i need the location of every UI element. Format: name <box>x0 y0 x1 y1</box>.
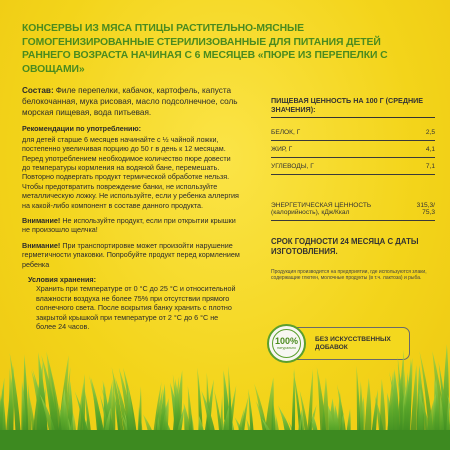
energy-label: ЭНЕРГЕТИЧЕСКАЯ ЦЕННОСТЬ (калорийность), кДж/Ккал <box>271 202 372 216</box>
no-additives-badge <box>272 327 410 360</box>
allergen-footnote: Продукция производится на предприятии, где используются злаки, содержащие глютен, молочные продукты (в т.ч. лактоза) и рыба. <box>271 269 427 282</box>
nutrition-row-fat <box>271 141 435 158</box>
storage-text: Хранить при температуре от 0 °С до 25 °С и относительной влажности воздуха не более 75% при отсутствии прямого солнечного света. После вскрытия банку хранить с плотно закрытой крышкой при температуре от 2 °С до 6 °С не более 24 часов. <box>36 284 236 332</box>
nutrition-row-energy <box>271 197 435 221</box>
warning-2-text: При транспортировке может произойти нарушение герметичности упаковки. Попробуйте продукт перед кормлением ребенка <box>22 240 240 269</box>
seal-number: 100% <box>274 336 299 346</box>
recommendations <box>22 124 240 210</box>
nutrition-title: ПИЩЕВАЯ ЦЕННОСТЬ НА 100 Г (СРЕДНИЕ ЗНАЧЕНИЯ): <box>271 96 435 118</box>
recommendations-text: для детей старше 6 месяцев начинайте с ½ чайной ложки, постепенно увеличивая порцию до 50 г в день к 12 месяцам. Перед употреблением необходимое количество пюре довести до температуры кормления на водяной бане, перемешать. Повторно подвергать продукт термической обработке нельзя. Чтобы предотвратить повреждение банки, не используйте металлическую ложку. Не используйте, если у ребенка аллергия на какой-либо компонент в составе данного продукта. <box>22 134 239 210</box>
left-column <box>22 86 240 332</box>
warning-1-text: Не используйте продукт, если при открытии крышки не произошло щелчка! <box>22 216 236 235</box>
nutrition-value: 7,1 <box>425 163 435 170</box>
nutrition-column <box>271 96 435 282</box>
badge-text: БЕЗ ИСКУССТВЕННЫХ ДОБАВОК <box>315 336 391 352</box>
warning-1-label: Внимание! <box>22 216 61 226</box>
product-title: КОНСЕРВЫ ИЗ МЯСА ПТИЦЫ РАСТИТЕЛЬНО-МЯСНЫЕ ГОМОГЕНИЗИРОВАННЫЕ СТЕРИЛИЗОВАННЫЕ ДЛЯ ПИТАНИЯ ДЕТЕЙ РАННЕГО ВОЗРАСТА НАЧИНАЯ С 6 МЕСЯЦЕВ «ПЮРЕ ИЗ ПЕРЕПЕЛКИ С ОВОЩАМИ» <box>22 23 388 75</box>
seal-caption: натурально <box>277 346 296 350</box>
nutrition-label: УГЛЕВОДЫ, Г <box>271 163 314 170</box>
seal-inner <box>272 329 301 358</box>
storage <box>22 275 240 331</box>
nutrition-label: ЖИР, Г <box>271 146 293 153</box>
composition <box>22 86 240 118</box>
energy-value: 315,3/ 75,3 <box>416 202 435 216</box>
nutrition-label: БЕЛОК, Г <box>271 129 301 136</box>
nutrition-row-protein <box>271 124 435 141</box>
recommendations-title: Рекомендации по употреблению: <box>22 124 141 134</box>
nutrition-row-carbs <box>271 158 435 175</box>
nutrition-value: 2,5 <box>425 129 435 136</box>
composition-label: Состав: <box>22 86 54 95</box>
storage-title: Условия хранения: <box>28 275 96 285</box>
warning-2 <box>22 241 240 269</box>
warning-1 <box>22 216 240 235</box>
nutrition-value: 4,1 <box>425 146 435 153</box>
warning-2-label: Внимание! <box>22 240 61 250</box>
shelf-life: СРОК ГОДНОСТИ 24 МЕСЯЦА С ДАТЫ ИЗГОТОВЛЕНИЯ. <box>271 237 419 256</box>
natural-seal-icon <box>267 324 306 363</box>
composition-text: Филе перепелки, кабачок, картофель, капуста белокочанная, мука рисовая, масло подсолнечное, соль морская пищевая, вода питьевая. <box>22 86 238 117</box>
